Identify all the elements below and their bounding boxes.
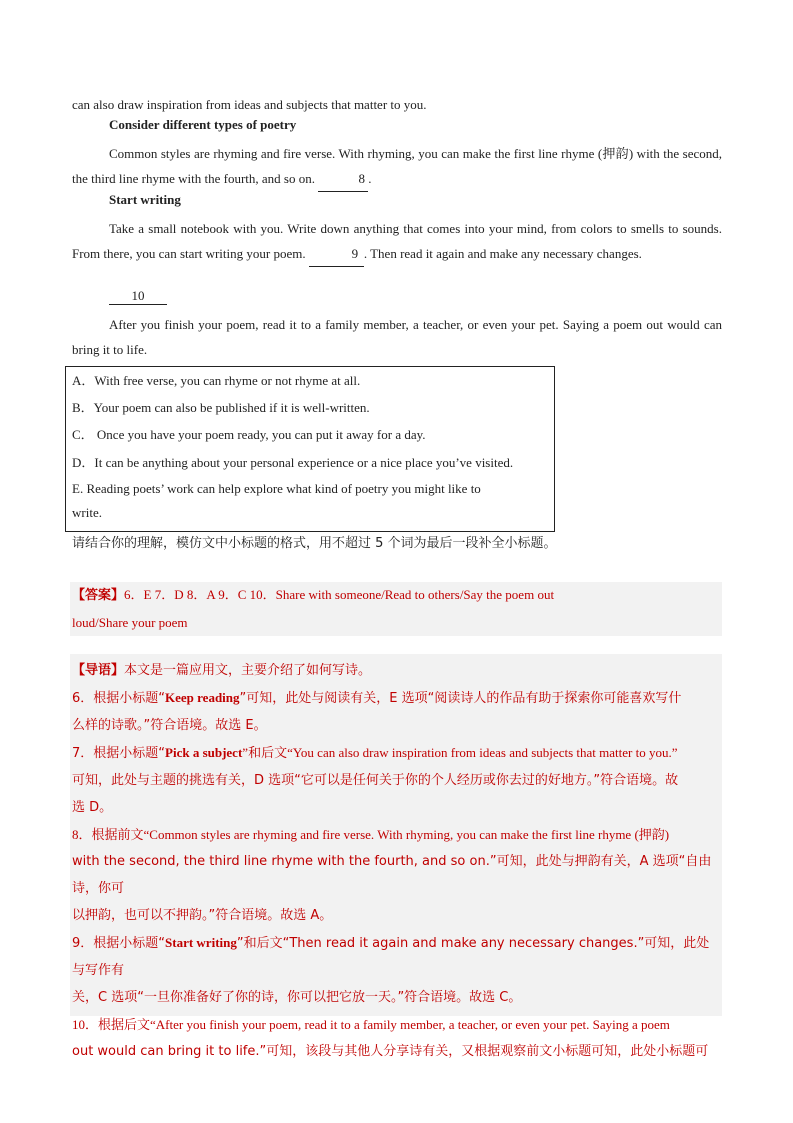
paragraph-writing-text: Take a small notebook with you. Write down anything that comes into your mind, from colors to smells to sounds. From there, you can start writing your poem. bbox=[72, 221, 722, 261]
q6-line-1 bbox=[72, 684, 722, 712]
heading-consider-poetry: Consider different types of poetry bbox=[109, 117, 297, 132]
q10-line-1: 10．根据后文“After you finish your poem, read it to a family member, a teacher, or even your pet. Saying a poem bbox=[72, 1017, 670, 1032]
q8-line-1: 8．根据前文“Common styles are rhyming and fire verse. With rhyming, you can make the first line rhyme (押韵) bbox=[72, 827, 670, 842]
instruction-text: 请结合你的理解，模仿文中小标题的格式，用不超过 5 个词为最后一段补全小标题。 bbox=[72, 536, 557, 551]
blank-10-line bbox=[109, 288, 167, 305]
answer-text: 6．E 7．D 8．A 9．C 10．Share with someone/Read to others/Say the poem out bbox=[124, 587, 555, 602]
answer-line-2: loud/Share your poem bbox=[72, 615, 188, 630]
paragraph-share: After you finish your poem, read it to a family member, a teacher, or even your pet. Saying a poem out would can bring it to life. bbox=[72, 317, 722, 357]
passage-intro-line: can also draw inspiration from ideas and subjects that matter to you. bbox=[72, 97, 427, 112]
option-c: C． Once you have your poem ready, you can put it away for a day. bbox=[72, 427, 426, 442]
blank-8: 8 bbox=[318, 166, 368, 192]
answer-label: 【答案】 bbox=[72, 588, 125, 603]
explanation-intro: 本文是一篇应用文，主要介绍了如何写诗。 bbox=[124, 663, 372, 678]
answer-block bbox=[72, 581, 722, 636]
options-box bbox=[65, 366, 555, 532]
q6-rest: ”可知，此处与阅读有关，E 选项“阅读诗人的作品有助于探索你可能喜欢写什 bbox=[239, 691, 682, 706]
paragraph-rhyming-text: Common styles are rhyming and fire verse. With rhyming, you can make the first line rhyme (押韵) with the second, the third line rhyme with the fourth, and so on. bbox=[72, 146, 722, 186]
q8-line-2: with the second, the third line rhyme with the fourth, and so on.”可知，此处与押韵有关，A 选项“自由诗，你可 bbox=[72, 854, 712, 896]
blank-9: 9 bbox=[309, 241, 364, 267]
explanation-intro-line bbox=[72, 657, 722, 684]
option-b: B．Your poem can also be published if it is well-written. bbox=[72, 400, 370, 415]
q7-line-3: 选 D。 bbox=[72, 800, 113, 815]
q9-line-1 bbox=[72, 929, 722, 984]
q7-prefix: 7．根据小标题“ bbox=[72, 746, 166, 761]
q6-keyword: Keep reading bbox=[165, 690, 240, 705]
paragraph-rhyming-end: . bbox=[368, 171, 372, 186]
q9-rest: ”和后文“Then read it again and make any necessary changes.”可知，此处与写作有 bbox=[72, 936, 710, 978]
q10-line-2: out would can bring it to life.”可知，该段与其他人分享诗有关，又根据观察前文小标题可知，此处小标题可 bbox=[72, 1044, 709, 1059]
option-a: A．With free verse, you can rhyme or not rhyme at all. bbox=[72, 373, 361, 388]
answer-line-1 bbox=[72, 581, 722, 609]
paragraph-writing-text-2: . Then read it again and make any necessary changes. bbox=[363, 246, 642, 261]
q7-keyword: Pick a subject bbox=[165, 745, 243, 760]
heading-start-writing: Start writing bbox=[109, 192, 181, 207]
q7-rest: ”和后文“You can also draw inspiration from ideas and subjects that matter to you.” bbox=[242, 745, 678, 760]
paragraph-writing bbox=[72, 216, 722, 267]
option-d: D．It can be anything about your personal experience or a nice place you’ve visited. bbox=[72, 455, 514, 470]
explanation-block bbox=[72, 657, 722, 1065]
q8-line-3: 以押韵，也可以不押韵。”符合语境。故选 A。 bbox=[72, 908, 333, 923]
explanation-label: 【导语】 bbox=[72, 663, 125, 678]
q9-line-2: 关，C 选项“一旦你准备好了你的诗，你可以把它放一天。”符合语境。故选 C。 bbox=[72, 990, 522, 1005]
blank-10: 10 bbox=[109, 288, 167, 305]
q6-line-2: 么样的诗歌。”符合语境。故选 E。 bbox=[72, 718, 267, 733]
option-e: E. Reading poets’ work can help explore what kind of poetry you might like to bbox=[72, 481, 481, 496]
q9-prefix: 9．根据小标题“ bbox=[72, 936, 166, 951]
q7-line-1 bbox=[72, 739, 722, 767]
q7-line-2: 可知，此处与主题的挑选有关，D 选项“它可以是任何关于你的个人经历或你去过的好地方。”符合语境。故 bbox=[72, 773, 679, 788]
option-e-continued: write. bbox=[72, 505, 102, 520]
paragraph-rhyming bbox=[72, 141, 722, 192]
q6-prefix: 6．根据小标题“ bbox=[72, 691, 166, 706]
q9-keyword: Start writing bbox=[165, 935, 237, 950]
